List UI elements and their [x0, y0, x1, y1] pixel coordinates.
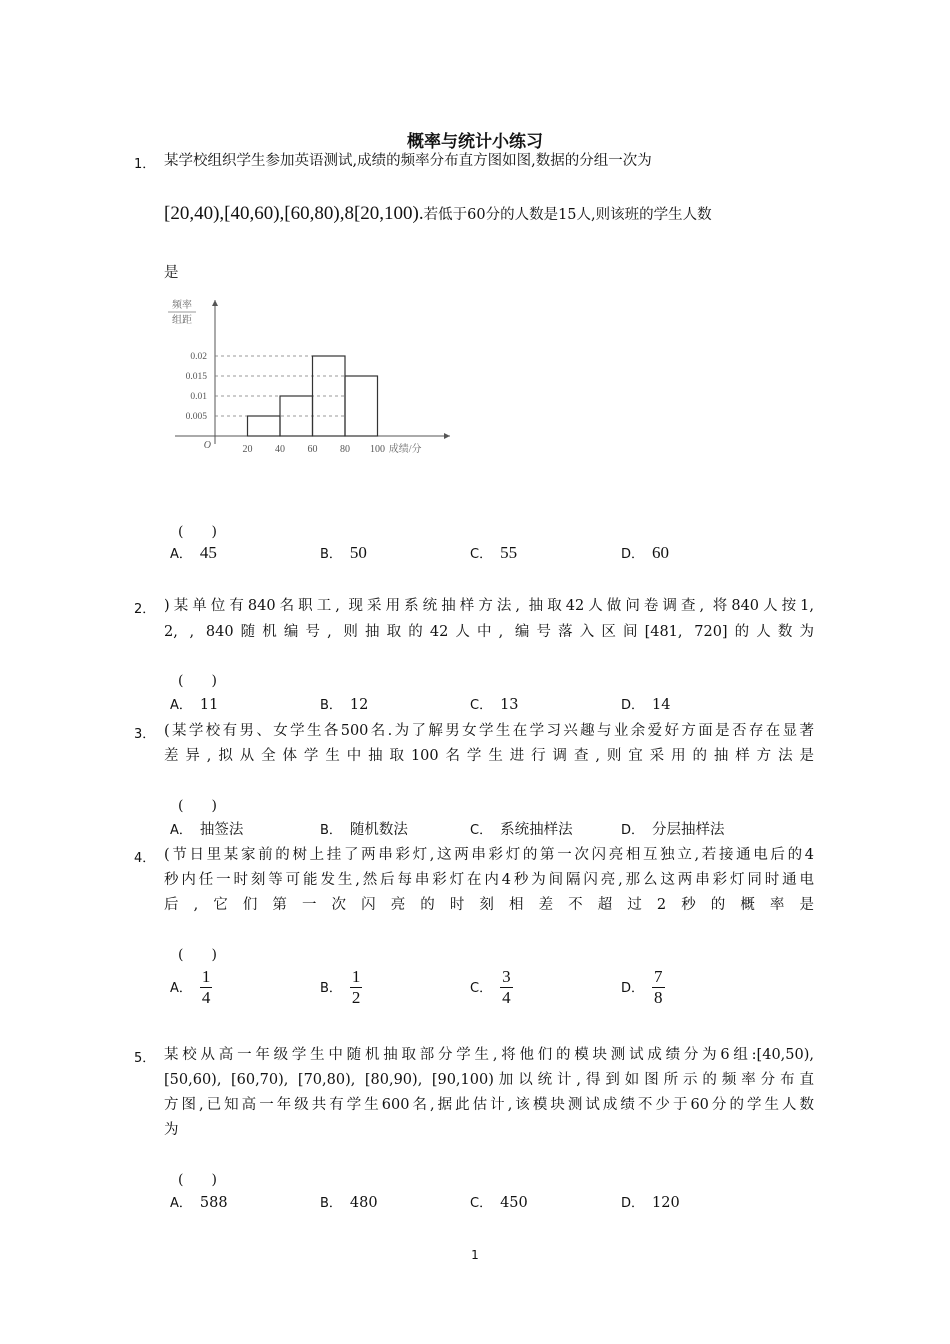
q5-paren: ( ) — [178, 1172, 217, 1188]
q5-number: 5． — [134, 1051, 156, 1066]
option-value: 12 — [349, 697, 369, 713]
q1-intervals: [20,40),[40,60),[60,80),8[20,100). — [164, 203, 424, 224]
q1-option-a — [170, 543, 217, 563]
q4-line2: 秒内任一时刻等可能发生,然后每串彩灯在内4秒为间隔闪亮,那么这两串彩灯同时通电 — [164, 872, 814, 888]
histogram-bar — [248, 416, 281, 436]
q4-option-a — [170, 967, 212, 1008]
q3-option-c — [470, 818, 573, 839]
option-value: 13 — [500, 697, 519, 713]
q3-option-a — [170, 818, 243, 839]
q4-option-b — [320, 967, 362, 1008]
option-value: 45 — [199, 543, 217, 562]
fraction-denominator: 4 — [502, 988, 511, 1007]
q1-line2-text: 若低于60分的人数是15人,则该班的学生人数 — [423, 207, 712, 223]
option-value: 50 — [349, 543, 367, 562]
option-value: 120 — [652, 1195, 680, 1211]
q2-option-a — [170, 694, 218, 713]
x-tick-label: 80 — [340, 444, 350, 455]
q5-option-d — [621, 1192, 680, 1211]
option-value: 随机数法 — [349, 822, 408, 838]
option-label: A． — [170, 698, 192, 713]
q3-number: 3． — [134, 727, 156, 742]
q3-option-b — [320, 818, 408, 839]
q3-line1: (某学校有男、女学生各500名.为了解男女学生在学习兴趣与业余爱好方面是否存在显著 — [164, 723, 814, 739]
option-value: 480 — [349, 1195, 378, 1211]
q3-option-d — [621, 818, 725, 839]
q1-option-c — [470, 543, 517, 563]
q3-line2: 差异,拟从全体学生中抽取100名学生进行调查,则宜采用的抽样方法是 — [164, 748, 814, 764]
option-value: 450 — [500, 1195, 528, 1211]
histogram-chart — [160, 290, 470, 470]
option-label: D． — [621, 698, 645, 713]
option-label: A． — [170, 823, 192, 838]
q5-line4: 为 — [164, 1122, 179, 1138]
q4-option-c — [470, 967, 513, 1008]
option-value: 分层抽样法 — [652, 822, 725, 838]
x-tick-label: 20 — [242, 444, 253, 455]
option-label: B． — [320, 980, 342, 996]
option-label: A． — [170, 1196, 192, 1211]
x-axis-label: 成绩/分 — [388, 444, 422, 455]
y-tick-label: 0.02 — [190, 352, 207, 362]
y-tick-label: 0.015 — [185, 372, 207, 382]
q5-option-b — [320, 1192, 378, 1211]
option-label: B． — [320, 698, 342, 713]
option-label: A． — [170, 980, 192, 996]
q4-line1: (节日里某家前的树上挂了两串彩灯,这两串彩灯的第一次闪亮相互独立,若接通电后的4 — [164, 847, 814, 863]
q4-paren: ( ) — [178, 947, 217, 963]
option-label: C． — [470, 823, 493, 838]
q4-option-d — [621, 967, 665, 1008]
x-tick-label: 60 — [307, 444, 318, 455]
option-label: C． — [470, 698, 493, 713]
option-label: D． — [621, 1196, 645, 1211]
option-fraction — [652, 967, 665, 1008]
option-label: C． — [470, 1196, 493, 1211]
option-value: 系统抽样法 — [500, 822, 573, 838]
q1-option-d — [621, 543, 669, 563]
option-label: D． — [621, 547, 645, 562]
y-label-top: 频率 — [172, 300, 192, 311]
y-axis-arrow — [212, 300, 218, 306]
q2-paren: ( ) — [178, 673, 217, 689]
option-label: C． — [470, 980, 493, 996]
option-label: A． — [170, 547, 192, 562]
q1-line3: 是 — [164, 265, 179, 281]
fraction-denominator: 8 — [654, 988, 663, 1007]
option-fraction — [350, 967, 363, 1008]
fraction-denominator: 4 — [201, 988, 211, 1007]
q2-option-c — [470, 694, 519, 713]
option-value: 14 — [652, 697, 671, 713]
option-value: 55 — [500, 543, 518, 562]
q5-line1: 某校从高一年级学生中随机抽取部分学生,将他们的模块测试成绩分为6组:[40,50), — [164, 1047, 814, 1063]
q1-line2 — [164, 203, 712, 226]
option-fraction — [200, 967, 213, 1008]
x-axis-arrow — [444, 433, 450, 439]
fraction-numerator: 1 — [351, 967, 361, 986]
fraction-denominator: 2 — [351, 988, 361, 1007]
q5-line2: [50,60), [60,70), [70,80), [80,90), [90,100)加以统计,得到如图所示的频率分布直 — [164, 1072, 814, 1088]
q2-option-b — [320, 694, 368, 713]
fraction-numerator: 1 — [201, 967, 211, 986]
q1-line1: 某学校组织学生参加英语测试,成绩的频率分布直方图如图,数据的分组一次为 — [164, 153, 652, 169]
option-label: B． — [320, 1196, 342, 1211]
histogram-bar — [345, 376, 378, 436]
fraction-numerator: 3 — [502, 967, 511, 986]
y-label-bottom: 组距 — [172, 315, 192, 326]
y-tick-label: 0.01 — [190, 392, 207, 402]
q2-line1: )某单位有840名职工, 现采用系统抽样方法, 抽取42人做问卷调查, 将840人按1, — [164, 598, 814, 614]
option-fraction — [500, 967, 513, 1008]
option-label: D． — [621, 980, 645, 996]
page-number: 1 — [471, 1248, 479, 1262]
q2-number: 2． — [134, 602, 156, 617]
q1-paren: ( ) — [178, 524, 217, 540]
option-label: D． — [621, 823, 645, 838]
q4-number: 4． — [134, 851, 156, 866]
q4-line3: 后,它们第一次闪亮的时刻相差不超过2秒的概率是 — [164, 897, 814, 913]
option-label: B． — [320, 823, 342, 838]
option-value: 60 — [652, 543, 670, 562]
q3-paren: ( ) — [178, 798, 217, 814]
q2-option-d — [621, 694, 670, 713]
q5-option-c — [470, 1192, 528, 1211]
q1-number: 1． — [134, 157, 156, 172]
page-title: 概率与统计小练习 — [407, 132, 543, 152]
option-label: C． — [470, 547, 493, 562]
y-tick-label: 0.005 — [185, 412, 207, 422]
option-value: 588 — [199, 1195, 228, 1211]
fraction-numerator: 7 — [654, 967, 663, 986]
q5-option-a — [170, 1192, 228, 1211]
option-value: 抽签法 — [199, 822, 244, 838]
q1-option-b — [320, 543, 367, 563]
q2-line2: 2, , 840随机编号, 则抽取的42人中, 编号落入区间[481, 720]的人数为 — [164, 624, 814, 640]
origin-label: O — [203, 440, 211, 451]
option-label: B． — [320, 547, 342, 562]
option-value: 11 — [199, 697, 219, 713]
x-tick-label: 100 — [370, 444, 385, 455]
q5-line3: 方图,已知高一年级共有学生600名,据此估计,该模块测试成绩不少于60分的学生人数 — [164, 1097, 814, 1113]
x-tick-label: 40 — [275, 444, 285, 455]
